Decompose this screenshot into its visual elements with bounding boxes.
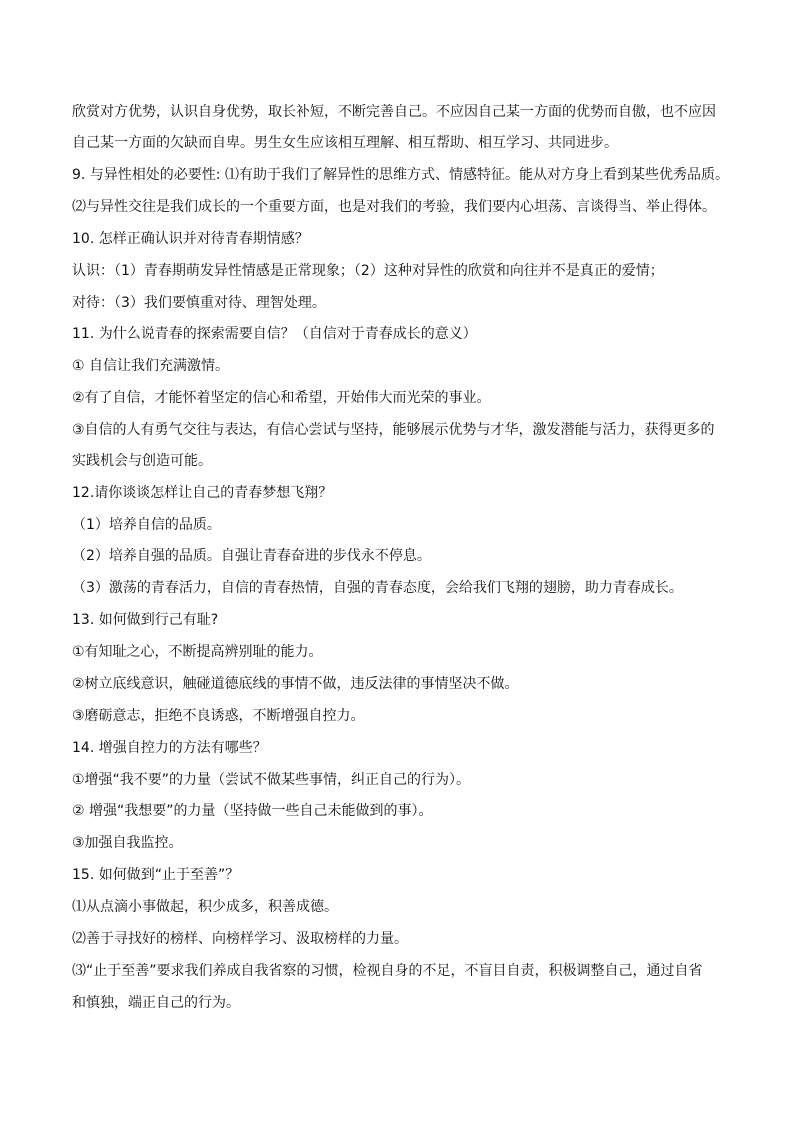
text-line: 欣赏对方优势，认识自身优势，取长补短，不断完善自己。不应因自己某一方面的优势而自傲，也不应因: [72, 104, 716, 120]
section-heading-10: 10. 怎样正确认识并对待青春期情感？: [72, 231, 309, 247]
section-heading-11: 11. 为什么说青春的探索需要自信？（自信对于青春成长的意义）: [72, 326, 477, 342]
text-line: 认识：（1）青春期萌发异性情感是正常现象；（2）这种对异性的欣赏和向往并不是真正的爱情；: [72, 263, 664, 279]
text-line: 对待：（3）我们要慎重对待、理智处理。: [72, 295, 326, 311]
text-line: ②有了自信，才能怀着坚定的信心和希望，开始伟大而光荣的事业。: [72, 390, 491, 406]
text-line: ① 自信让我们充满激情。: [72, 358, 230, 374]
text-line: ② 增强“我想要”的力量（坚持做一些自己未能做到的事）。: [72, 803, 433, 819]
text-line: （1）培养自信的品质。: [72, 517, 221, 533]
text-line: ⑵与异性交往是我们成长的一个重要方面，也是对我们的考验，我们要内心坦荡、言谈得当、举止得体。: [72, 199, 716, 215]
text-line: ⑶“止于至善”要求我们养成自我省察的习惯，检视自身的不足，不盲目自责，积极调整自己，通过自省: [72, 963, 703, 979]
document-page: [72, 0, 732, 1123]
text-line: ③磨砺意志，拒绝不良诱惑，不断增强自控力。: [72, 708, 365, 724]
text-line: 实践机会与创造可能。: [72, 453, 212, 469]
text-line: 自己某一方面的欠缺而自卑。男生女生应该相互理解、相互帮助、相互学习、共同进步。: [72, 135, 618, 151]
text-line: ②树立底线意识，触碰道德底线的事情不做，违反法律的事情坚决不做。: [72, 676, 519, 692]
text-line: ①有知耻之心，不断提高辨别耻的能力。: [72, 644, 323, 660]
text-line: ⑴从点滴小事做起，积少成多，积善成德。: [72, 899, 338, 915]
section-heading-15: 15. 如何做到“止于至善”？: [72, 867, 240, 883]
section-heading-12: 12.请你谈谈怎样让自己的青春梦想飞翔？: [72, 485, 333, 501]
section-heading-14: 14. 增强自控力的方法有哪些？: [72, 740, 267, 756]
text-line: ③加强自我监控。: [72, 835, 183, 851]
text-line: 和慎独，端正自己的行为。: [72, 995, 240, 1011]
text-line: ③自信的人有勇气交往与表达，有信心尝试与坚持，能够展示优势与才华，激发潜能与活力，获得更多的: [72, 422, 715, 438]
text-line: ①增强“我不要”的力量（尝试不做某些事情，纠正自己的行为）。: [72, 772, 471, 788]
text-line: ⑵善于寻找好的榜样、向榜样学习、汲取榜样的力量。: [72, 931, 408, 947]
text-line: 9. 与异性相处的必要性: ⑴有助于我们了解异性的思维方式、情感特征。能从对方身上看到某些优秀品质。: [72, 167, 729, 183]
section-heading-13: 13. 如何做到行己有耻?: [72, 612, 219, 628]
text-line: （2）培养自强的品质。自强让青春奋进的步伐永不停息。: [72, 548, 431, 564]
text-line: （3）激荡的青春活力，自信的青春热情，自强的青春态度，会给我们飞翔的翅膀，助力青春成长。: [72, 580, 683, 596]
